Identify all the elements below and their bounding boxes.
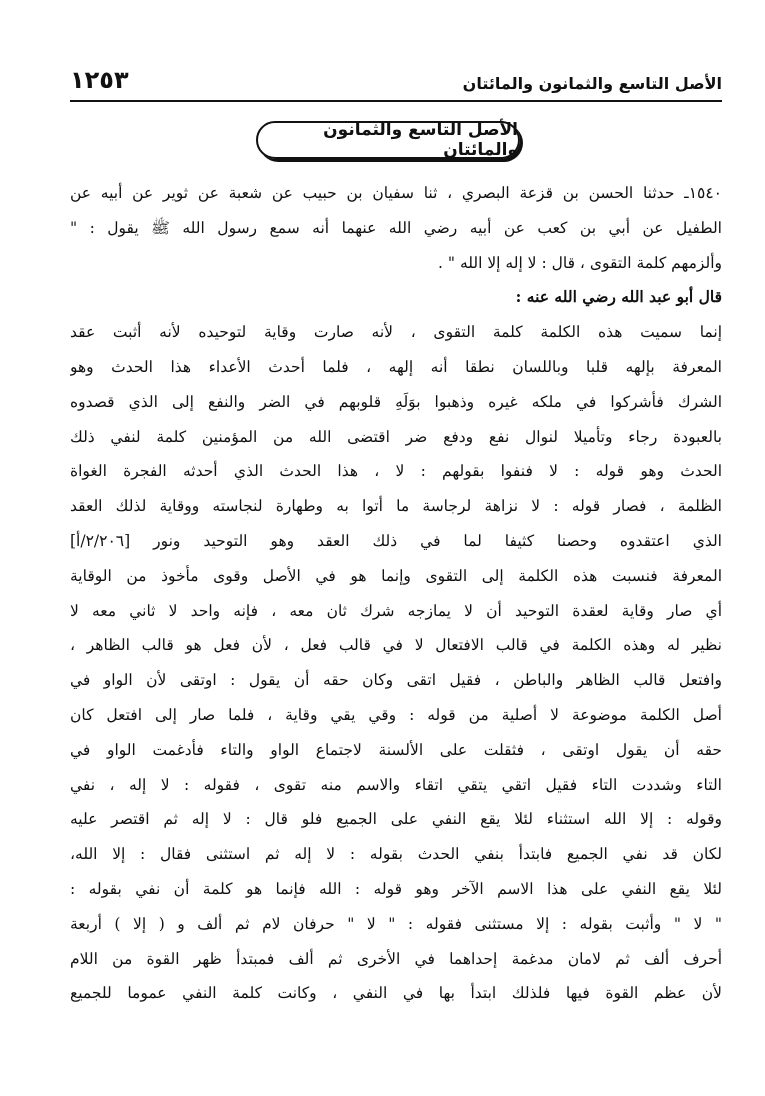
text-line: المعرفة بإلهه قلبا وباللسان نطقا أنه إلهه ، فلما أحدث الأعداء هذا الحدث وهو <box>70 357 722 376</box>
text-line: بالعبودة رجاء وتأميلا لنوال نفع ودفع ضر اقتضى الله من المؤمنين كلمة لنفي ذلك <box>70 427 722 446</box>
text-line: وقوله : إلا الله استثناء لئلا يقع النفي على الجميع فلو قال : لا إله ثم اقتصر عليه <box>70 810 722 829</box>
body-text <box>70 176 722 1011</box>
text-line: الحدث وهو قوله : لا فنفوا بقولهم : لا ، هذا الحدث الذي أحدثه الفجرة الغواة <box>70 462 722 481</box>
running-header <box>70 66 722 100</box>
text-line: لئلا يقع النفي على هذا الاسم الآخر وهو قوله : الله فإنما هو كلمة أن نفي بقوله : <box>70 879 722 898</box>
text-line: لأن عظم القوة فيها فلذلك ابتدأ بها في النفي ، وكانت كلمة النفي عموما للجميع <box>70 984 722 1003</box>
section-heading: قال أبو عبد الله رضي الله عنه : <box>515 287 722 307</box>
text-line: حقه أن يقول اوتقى ، فثقلت على الألسنة لاجتماع الواو والتاء فأدغمت الواو في <box>70 740 722 759</box>
text-line: لكان قد نفي الجميع فابتدأ بنفي الحدث بقوله : لا إله ثم استثنى فقال : إلا الله، <box>70 845 722 864</box>
text-line: إنما سميت هذه الكلمة كلمة التقوى ، لأنه صارت وقاية لتوحيده لأنه أثبت عقد <box>70 323 722 342</box>
text-line: المعرفة فنسبت هذه الكلمة إلى التقوى وإنما هو في الأصل وقوى مأخوذ من الوقاية <box>70 566 722 585</box>
running-title: الأصل التاسع والثمانون والمائتان <box>462 74 722 93</box>
chapter-title: الأصل التاسع والثمانون والمائتان <box>323 120 518 160</box>
text-line: الشرك فأشركوا في ملكه غيره وذهبوا بوَلَهِ قلوبهم في الضر والنفع إلى الذي قصدوه <box>70 392 722 411</box>
text-line: " لا " وأثبت بقوله : إلا مستثنى فقوله : " لا " حرفان لام ثم ألف و ( إلا ) أربعة <box>70 914 722 933</box>
page-number: ١٢٥٣ <box>70 66 129 94</box>
text-line: الطفيل عن أبي بن كعب عن أبيه رضي الله عنهما أنه سمع رسول الله ﷺ يقول : " <box>70 218 722 237</box>
text-line: الظلمة ، فصار قوله : لا نزاهة لرجاسة ما أتوا به وطهارة لنجاسته ووقاية لذلك العقد <box>70 497 722 516</box>
text-line: التاء وشددت التاء فقيل اتقي يتقي اتقاء والاسم منه تقوى ، فقوله : لا إله ، نفي <box>70 775 722 794</box>
chapter-heading-frame <box>256 121 520 159</box>
text-line: الذي اعتقدوه وحصنا كثيفا لما في ذلك العقد وهو التوحيد ونور [٢/٢٠٦/أ] <box>70 531 722 550</box>
text-line: أصل الكلمة موضوعة لا أصلية من قوله : وقي يقي وقاية ، فلما صار إلى افتعل كان <box>70 705 722 724</box>
text-line: ١٥٤٠ـ حدثنا الحسن بن قزعة البصري ، ثنا سفيان بن حبيب عن شعبة عن ثوير عن أبيه عن <box>70 184 722 202</box>
text-line: أحرف ألف ثم لامان مدغمة إحداهما في الأخرى ثم ألف فمبتدأ ظهر القوة من اللام <box>70 949 722 968</box>
text-line: أي صار وقاية لعقدة التوحيد أن لا يمازجه شرك ثان معه ، فإنه واحد لا ثاني معه لا <box>70 601 722 620</box>
header-rule <box>70 100 722 102</box>
text-line: وافتعل قالب الظاهر والباطن ، فقيل اتقى وكان حقه أن يقول : اوتقى لأن الواو في <box>70 671 722 690</box>
text-line: نظير له وهذه الكلمة في قالب الافتعال لا في قالب فعل ، لأن فعل هو قالب الظاهر ، <box>70 636 722 655</box>
text-line: وألزمهم كلمة التقوى ، قال : لا إله إلا الله " . <box>438 253 722 272</box>
